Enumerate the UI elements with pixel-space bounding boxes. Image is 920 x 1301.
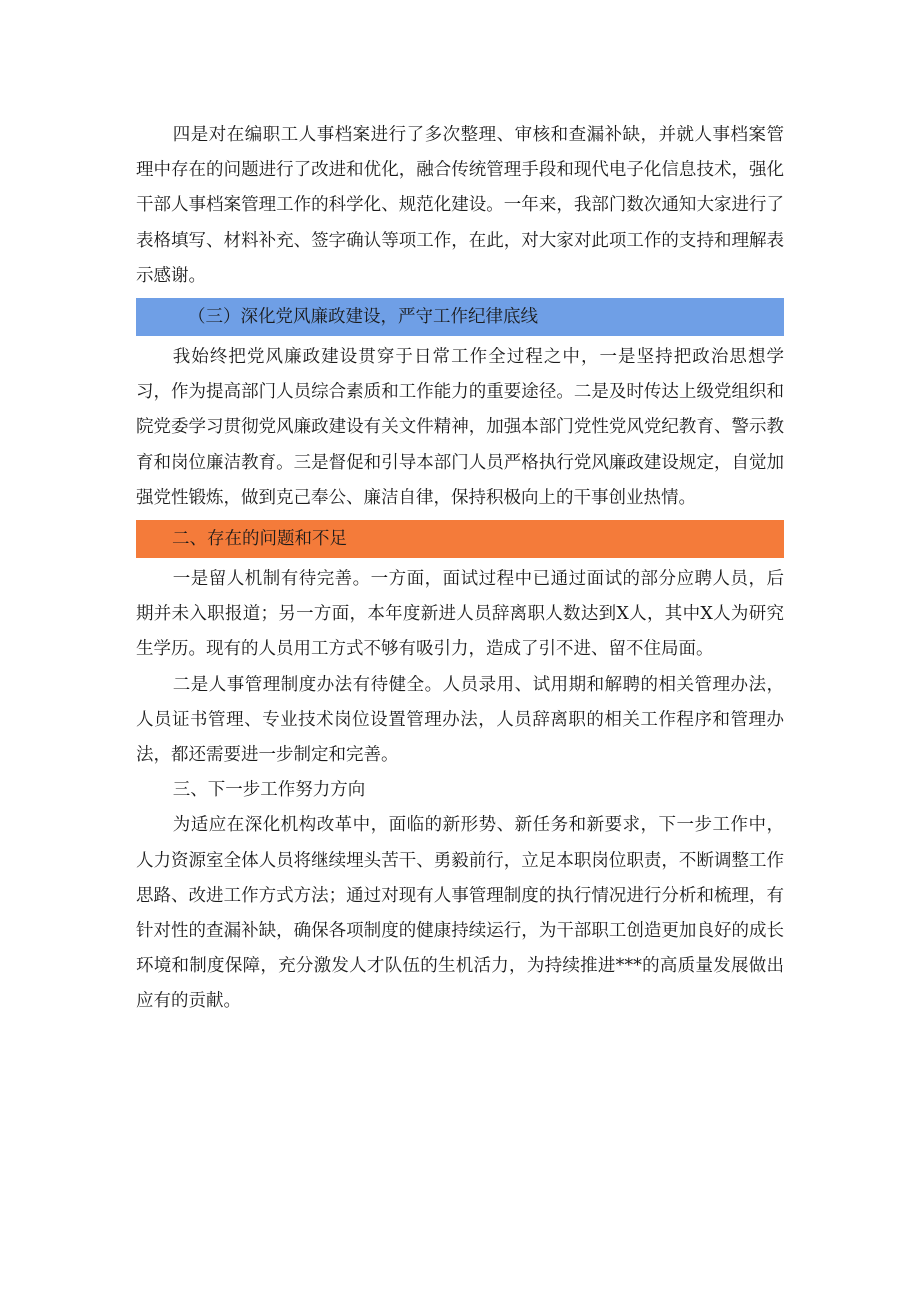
paragraph-management-rules: 二是人事管理制度办法有待健全。人员录用、试用期和解聘的相关管理办法，人员证书管理、专业技术岗位设置管理办法，人员辞离职的相关工作程序和管理办法，都还需要进一步制定和完善。: [136, 674, 784, 766]
paragraph-retention: 一是留人机制有待完善。一方面，面试过程中已通过面试的部分应聘人员，后期并未入职报道；另一方面，本年度新进人员辞离职人数达到X人，其中X人为研究生学历。现有的人员用工方式不够有吸引力，造成了引不进、留不住局面。: [136, 569, 784, 660]
document-page: [136, 118, 784, 1020]
section-heading-integrity: （三）深化党风廉政建设，严守工作纪律底线: [136, 298, 784, 336]
section-heading-problems: 二、存在的问题和不足: [136, 520, 784, 558]
section-heading-next-steps: 三、下一步工作努力方向: [172, 780, 366, 801]
paragraph-next-steps: 为适应在深化机构改革中，面临的新形势、新任务和新要求，下一步工作中，人力资源室全体人员将继续埋头苦干、勇毅前行，立足本职岗位职责，不断调整工作思路、改进工作方式方法；通过对现有人事管理制度的执行情况进行分析和梳理，有针对性的查漏补缺，确保各项制度的健康持续运行，为干部职工创造更加良好的成长环境和制度保障，充分激发人才队伍的生机活力，为持续推进***的高质量发展做出应有的贡献。: [136, 815, 784, 1012]
paragraph-integrity: 我始终把党风廉政建设贯穿于日常工作全过程之中，一是坚持把政治思想学习，作为提高部门人员综合素质和工作能力的重要途径。二是及时传达上级党组织和院党委学习贯彻党风廉政建设有关文件精神，加强本部门党性党风党纪教育、警示教育和岗位廉洁教育。三是督促和引导本部门人员严格执行党风廉政建设规定，自觉加强党性锻炼，做到克己奉公、廉洁自律，保持积极向上的干事创业热情。: [136, 347, 784, 508]
paragraph-archives: 四是对在编职工人事档案进行了多次整理、审核和查漏补缺，并就人事档案管理中存在的问题进行了改进和优化，融合传统管理手段和现代电子化信息技术，强化干部人事档案管理工作的科学化、规范化建设。一年来，我部门数次通知大家进行了表格填写、材料补充、签字确认等项工作，在此，对大家对此项工作的支持和理解表示感谢。: [136, 125, 784, 286]
